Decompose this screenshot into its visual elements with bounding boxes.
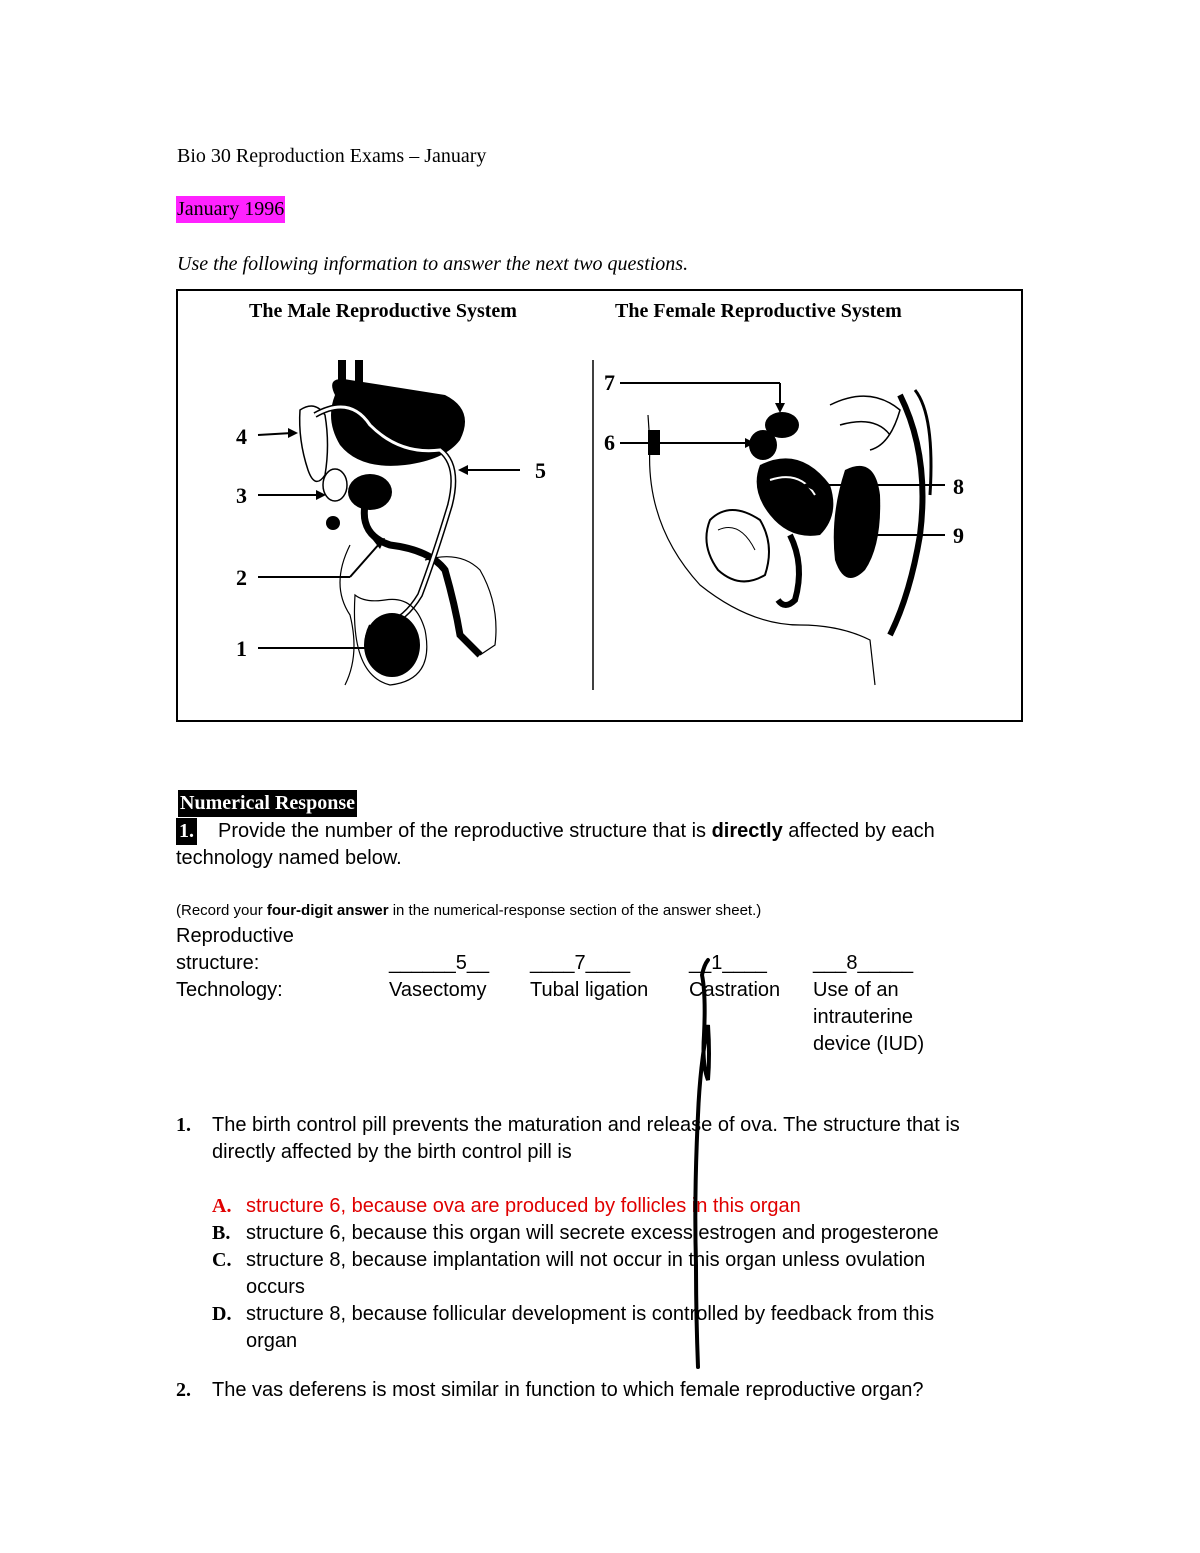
technology-label: Technology: [176, 979, 283, 1001]
answer-note [176, 902, 761, 919]
male-label-5: 5 [535, 458, 546, 483]
tech-iud-line3: device (IUD) [813, 1033, 925, 1055]
numerical-response-prompt [176, 818, 1016, 872]
option-c-continued: occurs [246, 1276, 305, 1298]
option-c-letter: C. [212, 1249, 232, 1271]
female-label-8: 8 [953, 474, 964, 499]
note-bold: four-digit answer [266, 902, 389, 919]
document-title: Bio 30 Reproduction Exams – January [177, 145, 487, 167]
option-b [212, 1220, 939, 1247]
question2-stem: The vas deferens is most similar in function to which female reproductive organ? [212, 1379, 924, 1401]
option-d-letter: D. [212, 1303, 232, 1325]
option-c [212, 1247, 925, 1274]
male-system-title: The Male Reproductive System [249, 300, 517, 322]
note-text: (Record your [176, 902, 267, 919]
female-label-6: 6 [604, 430, 615, 455]
female-system-title: The Female Reproductive System [615, 300, 902, 322]
prompt-text: Provide the number of the reproductive structure that is [218, 820, 712, 842]
tech-tubal-ligation: Tubal ligation [530, 979, 649, 1001]
option-a-letter: A. [212, 1195, 232, 1217]
answer-iud: ___8_____ [813, 952, 914, 974]
option-d-continued: organ [246, 1330, 298, 1352]
tech-vasectomy: Vasectomy [389, 979, 487, 1001]
option-d-text: structure 8, because follicular development is controlled by feedback from this [246, 1303, 935, 1325]
prompt-text-after: affected by each technology named below. [176, 820, 935, 869]
female-label-7: 7 [604, 370, 615, 395]
numerical-response-header: Numerical Response [178, 790, 357, 817]
tech-iud-line2: intrauterine [813, 1006, 914, 1028]
structure-label-line2: structure: [176, 952, 260, 974]
tech-iud-line1: Use of an [813, 979, 899, 1001]
option-c-text: structure 8, because implantation will not occur in this organ unless ovulation [246, 1249, 926, 1271]
structure-label-line1: Reproductive [176, 925, 294, 947]
option-b-text: structure 6, because this organ will secrete excess estrogen and progesterone [246, 1222, 939, 1244]
prompt-bold: directly [711, 820, 783, 842]
instruction-text: Use the following information to answer the next two questions. [177, 253, 689, 275]
pen-stroke-mark [680, 955, 730, 1375]
tech-iud [813, 977, 924, 1058]
question1-stem [212, 1112, 960, 1166]
option-d [212, 1301, 934, 1328]
tech-castration: Castration [689, 979, 781, 1001]
question2-number: 2. [176, 1379, 191, 1401]
male-label-1: 1 [236, 636, 247, 661]
question1-stem-line1: The birth control pill prevents the maturation and release of ova. The structure that is [212, 1114, 960, 1136]
answer-castration: __1____ [689, 952, 767, 974]
answer-tubal-ligation: ____7____ [530, 952, 631, 974]
male-label-2: 2 [236, 565, 247, 590]
female-label-9: 9 [953, 523, 964, 548]
question1-stem-line2: directly affected by the birth control pill is [212, 1141, 572, 1163]
female-reproductive-diagram [590, 355, 950, 695]
answer-vasectomy: ______5__ [389, 952, 490, 974]
male-reproductive-diagram [230, 355, 570, 695]
option-a-text: structure 6, because ova are produced by follicles in this organ [246, 1195, 801, 1217]
male-label-4: 4 [236, 424, 247, 449]
question1-number: 1. [176, 1114, 191, 1136]
numerical-response-number: 1. [176, 818, 197, 845]
option-b-letter: B. [212, 1222, 231, 1244]
section-date-highlight: January 1996 [176, 196, 285, 223]
note-text-after: in the numerical-response section of the answer sheet.) [388, 902, 762, 919]
structure-label [176, 923, 294, 977]
male-label-3: 3 [236, 483, 247, 508]
